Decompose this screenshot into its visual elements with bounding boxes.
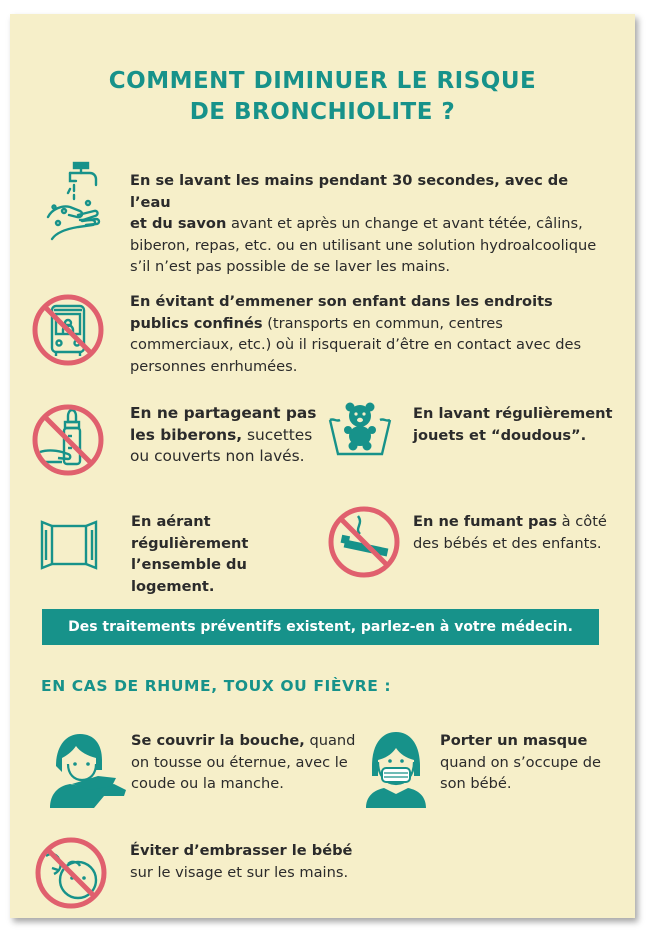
- tip-cover-bold: Se couvrir la bouche,: [131, 732, 305, 749]
- no-smoking-icon: [326, 504, 402, 580]
- tip-handwash: [130, 170, 605, 278]
- handwash-icon: [42, 159, 104, 247]
- tip-public-places-bold: En évitant d’emmener son enfant dans les endroits publics confinés: [130, 293, 553, 332]
- tip-smoke-rest: à côté des bébés et des enfants.: [413, 513, 607, 552]
- tip-bottles-rest: sucettes ou couverts non lavés.: [130, 425, 313, 465]
- no-kiss-icon: [32, 834, 110, 912]
- tip-handwash-bold2: et du savon: [130, 215, 227, 232]
- page-title: [10, 66, 635, 128]
- tip-public-places: [130, 291, 600, 377]
- window-icon: [38, 520, 100, 570]
- mask-icon: [364, 728, 428, 808]
- treatment-banner: Des traitements préventifs existent, parlez-en à votre médecin.: [42, 609, 599, 645]
- subtitle: EN CAS DE RHUME, TOUX OU FIÈVRE :: [41, 677, 392, 695]
- tip-mask: [440, 730, 610, 795]
- no-bus-icon: [30, 292, 106, 368]
- tip-cover: [131, 730, 361, 795]
- tip-smoke: [413, 511, 618, 554]
- tip-kiss: [130, 840, 360, 883]
- tip-public-places-rest: (transports en commun, centres commerciaux, etc.) où il risquerait d’être en contact avec des personnes enrhumées.: [130, 314, 582, 375]
- tip-air-bold: En aérant régulièrement l’ensemble du logement.: [131, 513, 249, 595]
- tip-mask-bold: Porter un masque: [440, 732, 588, 749]
- tip-kiss-bold: Éviter d’embrasser le bébé: [130, 842, 353, 859]
- tip-handwash-bold1: En se lavant les mains pendant 30 secondes, avec de l’eau: [130, 172, 569, 211]
- title-line-1: COMMENT DIMINUER LE RISQUE: [108, 68, 537, 94]
- tip-bottles-bold: En ne partageant pas les biberons,: [130, 404, 317, 444]
- tip-kiss-rest: sur le visage et sur les mains.: [130, 863, 349, 881]
- tip-handwash-rest: avant et après un change et avant tétée, câlins, biberon, repas, etc. ou en utilisant une solution hydroalcoolique s’il n’est pas possible de se laver les mains.: [130, 215, 597, 275]
- tip-toys-bold: En lavant régulièrement jouets et “doudous”.: [413, 405, 613, 444]
- tip-air: [131, 511, 251, 597]
- tip-toys: [413, 403, 613, 446]
- tip-smoke-bold: En ne fumant pas: [413, 513, 558, 530]
- tip-mask-rest: quand on s’occupe de son bébé.: [440, 753, 602, 792]
- cough-elbow-icon: [46, 726, 130, 808]
- tip-bottles: [130, 403, 320, 468]
- tip-cover-rest: quand on tousse ou éternue, avec le coude ou la manche.: [131, 732, 356, 792]
- poster: [10, 14, 635, 918]
- teddy-wash-icon: [326, 394, 394, 462]
- title-line-2: DE BRONCHIOLITE ?: [189, 99, 456, 125]
- no-bottle-icon: [30, 402, 106, 478]
